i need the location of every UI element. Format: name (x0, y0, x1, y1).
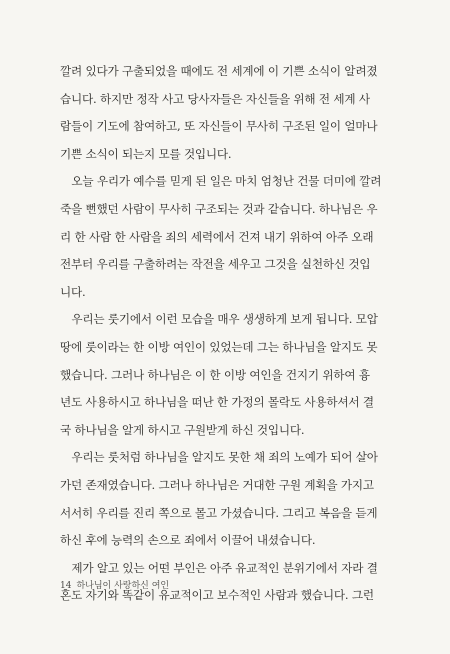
text-line: 하신 후에 능력의 손으로 죄에서 이끌어 내셨습니다. (60, 533, 316, 548)
text-line: 국 하나님을 알게 하시고 구원받게 하신 것입니다. (60, 422, 305, 437)
paragraph-3 (60, 306, 390, 444)
paragraph-2 (60, 168, 390, 306)
paragraph-4 (60, 444, 390, 554)
text-line: 서서히 우리를 진리 쪽으로 몰고 가셨습니다. 그리고 복음을 듣게 (60, 505, 378, 520)
text-line: 우리는 룻처럼 하나님을 알지도 못한 채 죄의 노예가 되어 살아 (60, 450, 378, 465)
text-line: 기쁜 소식이 되는지 모를 것입니다. (60, 146, 232, 161)
text-line: 했습니다. 그러나 하나님은 이 한 이방 여인을 건지기 위하여 흉 (60, 367, 370, 382)
text-line: 년도 사용하시고 하나님을 떠난 한 가정의 몰락도 사용하셔서 결 (60, 395, 374, 410)
text-line: 깔려 있다가 구출되었을 때에도 전 세계에 이 기쁜 소식이 알려졌 (60, 64, 378, 78)
text-line: 전부터 우리를 구출하려는 작전을 세우고 그것을 실천하신 것입 (60, 257, 371, 272)
text-line: 람들이 기도에 참여하고, 또 자신들이 무사히 구조된 일이 얼마나 (60, 119, 378, 134)
page-number: 14 (60, 581, 72, 591)
text-line: 오늘 우리가 예수를 믿게 된 일은 마치 엄청난 건물 더미에 깔려 (60, 174, 382, 189)
text-line: 제가 알고 있는 어떤 부인은 아주 유교적인 분위기에서 자라 결 (60, 560, 378, 575)
text-line: 땅에 룻이라는 한 이방 여인이 있었는데 그는 하나님을 알지도 못 (60, 339, 378, 354)
text-line: 혼도 자기와 똑같이 유교적이고 보수적인 사람과 했습니다. 그런 (60, 588, 374, 603)
paragraph-1 (60, 58, 390, 168)
text-line: 우리는 룻기에서 이런 모습을 매우 생생하게 보게 됩니다. 모압 (60, 312, 378, 327)
page-body (60, 58, 390, 610)
page-footer (60, 578, 169, 591)
text-line: 리 한 사람 한 사람을 죄의 세력에서 건져 내기 위하여 아주 오래 (60, 229, 374, 244)
text-line: 죽을 뻔했던 사람이 무사히 구조되는 것과 같습니다. 하나님은 우 (60, 201, 378, 216)
running-title: 하나님이 사랑하신 여인 (76, 581, 170, 591)
text-line: 니다. (60, 284, 86, 299)
text-line: 습니다. 하지만 정작 사고 당사자들은 자신들을 위해 전 세계 사 (60, 91, 370, 106)
text-line: 가던 존재였습니다. 그러나 하나님은 거대한 구원 계획을 가지고 (60, 477, 374, 492)
